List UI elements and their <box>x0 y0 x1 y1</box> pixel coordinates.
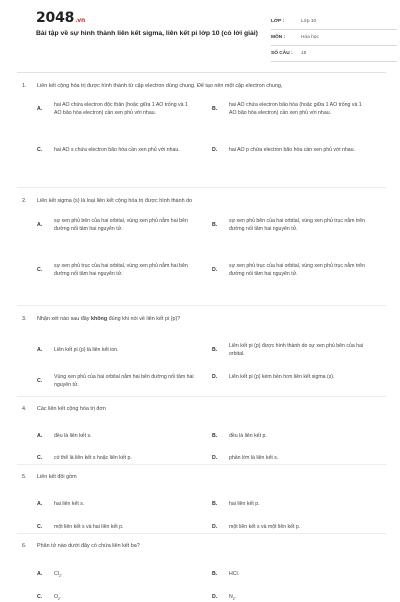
option-c[interactable] <box>37 594 194 602</box>
question-6 <box>22 542 384 602</box>
question-divider <box>17 464 386 465</box>
option-c[interactable] <box>37 524 194 532</box>
info-label: SỐ CÂU : <box>271 51 293 56</box>
option-d[interactable] <box>212 524 369 532</box>
option-text: sự xen phủ trục của hai orbital, vùng xen phủ trục nằm trên đường nối tâm hai nguyên tử. <box>229 263 365 277</box>
question-number: 6. <box>22 543 27 549</box>
formula-base: Cl <box>54 571 59 577</box>
formula-end: . <box>234 594 237 600</box>
option-b[interactable] <box>212 102 369 117</box>
info-value: 15 <box>301 51 307 56</box>
option-text: đều là liên kết s. <box>54 433 92 439</box>
option-text: một liên kết s và hai liên kết p. <box>54 524 124 530</box>
option-d[interactable] <box>212 147 369 155</box>
option-text <box>54 571 194 579</box>
site-logo[interactable] <box>36 10 85 26</box>
formula-base: O <box>54 594 59 600</box>
info-panel <box>271 14 397 62</box>
option-text: hai AO s chứa electron bão hòa cần xen phủ với nhau. <box>54 147 180 153</box>
option-label: C. <box>37 147 43 153</box>
question-text-emphasis: không <box>90 316 108 322</box>
question-number: 2. <box>22 198 27 204</box>
question-text: Liên kết đôi gồm <box>37 474 77 480</box>
question-text: Liên kết cộng hóa trị được hình thành từ cặp electron dùng chung. Để tạo nên một cặp electron chung, <box>37 83 283 89</box>
option-label: B. <box>212 501 218 507</box>
logo-text: 2048 <box>36 10 75 26</box>
question-text: Các liên kết cộng hóa trị đơn <box>37 406 106 412</box>
option-text: Liên kết pi (p) kém bền hơn liên kết sigma (s). <box>229 374 335 380</box>
formula-subscript: 2 <box>58 574 61 579</box>
option-c[interactable] <box>37 374 194 389</box>
option-text <box>229 594 369 602</box>
option-label: A. <box>37 221 43 228</box>
question-number: 5. <box>22 474 27 480</box>
option-label: B. <box>212 433 218 439</box>
option-label: C. <box>37 594 43 600</box>
formula-end: . <box>60 571 63 577</box>
info-row-class <box>271 14 397 30</box>
option-label: D. <box>212 594 218 600</box>
option-c[interactable] <box>37 263 194 278</box>
info-row-count <box>271 46 397 62</box>
question-divider <box>17 187 386 188</box>
page-title: Bài tập về sự hình thành liên kết sigma, liên kết pi lớp 10 (có lời giải) <box>36 30 258 37</box>
option-label: B. <box>212 221 218 228</box>
option-label: A. <box>37 105 43 112</box>
info-value: Lớp 10 <box>301 19 317 24</box>
option-text: một liên kết s và một liên kết p. <box>229 524 301 530</box>
option-label: D. <box>212 266 218 273</box>
question-divider <box>17 305 386 306</box>
formula-subscript: 2 <box>232 597 235 602</box>
question-1 <box>22 82 384 153</box>
option-label: D. <box>212 374 218 380</box>
option-text: hai AO p chứa electron bão hòa cần xen phủ với nhau. <box>229 147 355 153</box>
option-a[interactable] <box>37 218 194 233</box>
option-label: D. <box>212 455 218 461</box>
option-text: hai liên kết p. <box>229 501 260 507</box>
question-text: Phân tử nào dưới đây có chứa liên kết ba? <box>37 543 140 549</box>
info-label: LỚP : <box>271 19 285 24</box>
option-b[interactable] <box>212 343 369 358</box>
question-2 <box>22 197 384 277</box>
option-d[interactable] <box>212 263 369 278</box>
header-divider <box>17 72 386 73</box>
info-label: MÔN : <box>271 35 286 40</box>
option-d[interactable] <box>212 594 369 602</box>
option-text: sự xen phủ bên của hai orbital, vùng xen phủ trục nằm trên đường nối tâm hai nguyên tử. <box>229 218 365 232</box>
option-text <box>54 594 194 602</box>
option-a[interactable] <box>37 347 194 355</box>
option-b[interactable] <box>212 218 369 233</box>
question-text-after: đúng khi nói về liên kết pi (p)? <box>107 316 181 322</box>
option-label: C. <box>37 524 43 530</box>
option-text: Liên kết pi (p) là liên kết ion. <box>54 347 119 353</box>
option-d[interactable] <box>212 455 369 463</box>
question-divider <box>17 396 386 397</box>
option-text: hai AO chứa electron bão hòa (hoặc giữa 1 AO trống và 1 AO bão hòa electron) cần xen phủ với nhau. <box>229 102 362 116</box>
option-text: có thể là liên kết s hoặc liên kết p. <box>54 455 132 461</box>
info-row-subject <box>271 30 397 46</box>
option-text: hai AO chứa electron độc thân (hoặc giữa 1 AO trống và 1 AO bão hòa electron) cần xen phủ với nhau. <box>54 102 188 116</box>
question-divider <box>17 533 386 534</box>
option-label: B. <box>212 105 218 112</box>
option-label: D. <box>212 147 218 153</box>
option-c[interactable] <box>37 147 194 155</box>
option-text: sự xen phủ trục của hai orbital, vùng xen phủ nằm hai bên đường nối tâm hai nguyên tử. <box>54 263 188 277</box>
question-3 <box>22 315 384 388</box>
option-label: A. <box>37 501 43 507</box>
question-text: Liên kết sigma (s) là loại liên kết cộng hóa trị được hình thành do <box>37 198 193 204</box>
option-text: phần lớn là liên kết s. <box>229 455 279 461</box>
formula-end: . <box>60 594 62 600</box>
option-text: Vùng xen phủ của hai orbital nằm hai bên đường nối tâm hai nguyên tử. <box>54 374 194 388</box>
question-number: 1. <box>22 83 27 89</box>
option-label: A. <box>37 433 43 439</box>
option-a[interactable] <box>37 571 194 579</box>
option-label: D. <box>212 524 218 530</box>
option-label: B. <box>212 571 218 577</box>
option-label: A. <box>37 347 43 353</box>
option-text: đều là liên kết p. <box>229 433 267 439</box>
info-value: Hóa học <box>301 35 319 40</box>
option-text: sự xen phủ bên của hai orbital, vùng xen phủ nằm hai bên đường nối tâm hai nguyên tử. <box>54 218 188 232</box>
question-number: 3. <box>22 316 27 322</box>
option-text: hai liên kết s. <box>54 501 85 507</box>
option-label: B. <box>212 346 218 353</box>
option-b[interactable] <box>212 501 369 509</box>
option-text: Liên kết pi (p) được hình thành do sự xen phủ bên của hai orbital. <box>229 343 364 357</box>
question-number: 4. <box>22 406 27 412</box>
option-label: C. <box>37 266 43 273</box>
formula-subscript: 2 <box>58 597 61 602</box>
logo-suffix: .vn <box>75 17 86 24</box>
option-label: A. <box>37 571 43 577</box>
option-text: HCl. <box>229 571 240 577</box>
option-a[interactable] <box>37 501 194 509</box>
question-4 <box>22 405 384 461</box>
option-c[interactable] <box>37 455 194 463</box>
question-text-before: Nhận xét nào sau đây <box>37 316 91 322</box>
option-a[interactable] <box>37 433 194 441</box>
formula-base: N <box>229 594 233 600</box>
option-label: C. <box>37 377 43 384</box>
option-b[interactable] <box>212 433 369 441</box>
question-5 <box>22 473 384 530</box>
option-a[interactable] <box>37 102 194 117</box>
header <box>17 0 386 65</box>
option-d[interactable] <box>212 374 369 382</box>
option-b[interactable] <box>212 571 369 579</box>
question-text <box>37 315 384 323</box>
option-label: C. <box>37 455 43 461</box>
